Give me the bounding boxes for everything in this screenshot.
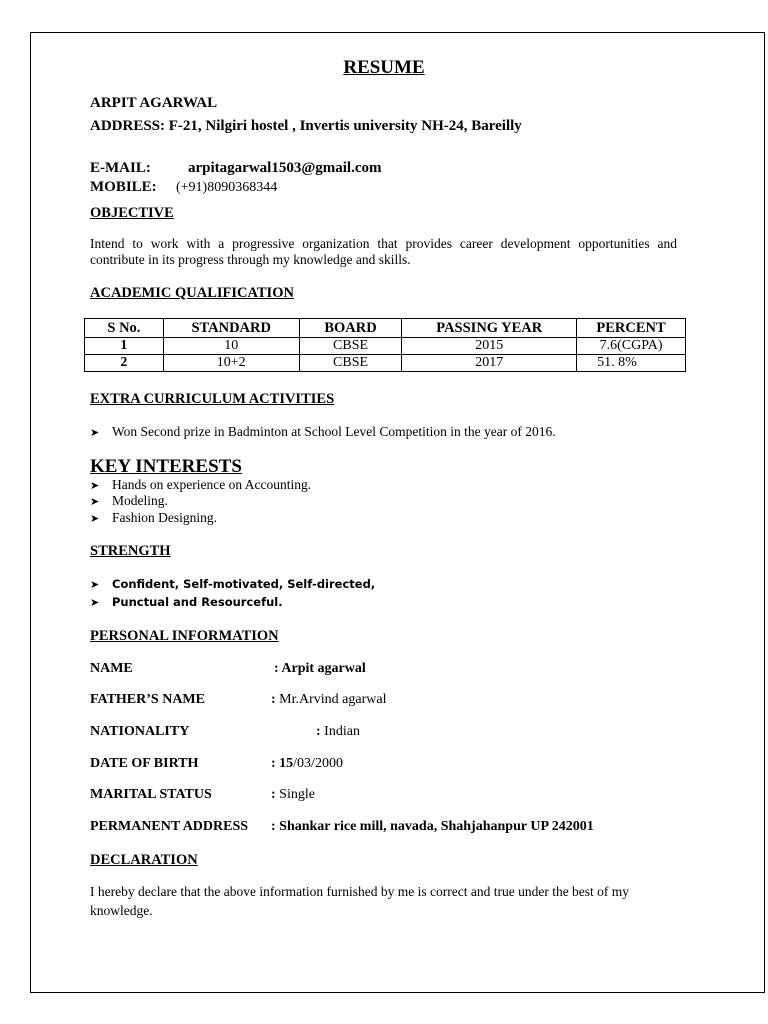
academic-table <box>84 318 686 372</box>
dob-day: 15 <box>275 756 294 771</box>
list-item-text: Modeling. <box>112 493 168 508</box>
declaration-text-line1: I hereby declare that the above information furnished by me is correct and true under the best of my <box>90 884 630 899</box>
dob-label: DATE OF BIRTH <box>90 756 199 771</box>
nationality-value <box>316 724 360 740</box>
mobile-label: MOBILE: <box>90 179 157 195</box>
list-item-text: Fashion Designing. <box>112 510 218 525</box>
table-cell: 2015 <box>402 338 577 355</box>
permanent-address-value: : Shankar rice mill, navada, Shahjahanpur UP 242001 <box>271 819 594 834</box>
academic-heading: ACADEMIC QUALIFICATION <box>90 285 294 301</box>
address-line: ADDRESS: F-21, Nilgiri hostel , Invertis university NH-24, Bareilly <box>90 118 522 134</box>
table-row <box>85 355 686 372</box>
name-label: NAME <box>90 661 133 676</box>
mobile-value: (+91)8090368344 <box>176 180 278 195</box>
table-cell: 10 <box>163 338 299 355</box>
table-cell: 7.6(CGPA) <box>577 338 686 355</box>
list-item <box>90 477 311 493</box>
table-cell: CBSE <box>299 338 402 355</box>
colon: : <box>271 787 276 802</box>
list-item-text: Punctual and Resourceful. <box>112 595 283 609</box>
permanent-address-label: PERMANENT ADDRESS <box>90 819 249 834</box>
table-cell: 2 <box>85 355 164 372</box>
list-item <box>90 510 217 526</box>
father-name-text: Mr.Arvind agarwal <box>275 692 387 707</box>
list-item <box>90 493 168 509</box>
nationality-text: Indian <box>320 724 360 739</box>
table-header-row <box>85 319 686 338</box>
colon: : <box>271 692 276 707</box>
list-item <box>90 576 375 592</box>
list-item <box>90 594 283 610</box>
father-name-value <box>271 692 386 708</box>
objective-text-line2: contribute in its progress through my knowledge and skills. <box>90 252 411 267</box>
colon: : <box>316 724 321 739</box>
declaration-heading: DECLARATION <box>90 852 198 868</box>
declaration-text-line2: knowledge. <box>90 903 153 918</box>
table-row <box>85 338 686 355</box>
list-item-text: Hands on experience on Accounting. <box>112 477 312 492</box>
arrow-bullet-icon: ➤ <box>90 480 100 492</box>
list-item-text: Won Second prize in Badminton at School Level Competition in the year of 2016. <box>112 424 556 439</box>
arrow-bullet-icon: ➤ <box>90 427 100 439</box>
marital-status-label: MARITAL STATUS <box>90 787 212 802</box>
personal-heading: PERSONAL INFORMATION <box>90 628 279 644</box>
marital-status-text: Single <box>275 787 315 802</box>
email-value: arpitagarwal1503@gmail.com <box>188 160 382 176</box>
dob-rest: /03/2000 <box>293 756 343 771</box>
column-header: STANDARD <box>163 319 299 338</box>
arrow-bullet-icon: ➤ <box>90 579 100 591</box>
candidate-name: ARPIT AGARWAL <box>90 95 218 111</box>
dob-value <box>271 756 343 772</box>
colon: : <box>271 756 276 771</box>
arrow-bullet-icon: ➤ <box>90 513 100 525</box>
table-cell: 2017 <box>402 355 577 372</box>
father-name-label: FATHER’S NAME <box>90 692 205 707</box>
extra-heading: EXTRA CURRICULUM ACTIVITIES <box>90 391 335 407</box>
table-cell: 51. 8% <box>577 355 686 372</box>
column-header: PERCENT <box>577 319 686 338</box>
objective-text-line1: Intend to work with a progressive organization that provides career development opportunities and <box>90 236 677 251</box>
list-item <box>90 424 556 440</box>
objective-heading: OBJECTIVE <box>90 205 174 221</box>
column-header: BOARD <box>299 319 402 338</box>
arrow-bullet-icon: ➤ <box>90 597 100 609</box>
column-header: PASSING YEAR <box>402 319 577 338</box>
marital-status-value <box>271 787 315 803</box>
arrow-bullet-icon: ➤ <box>90 496 100 508</box>
email-label: E-MAIL: <box>90 160 151 176</box>
column-header: S No. <box>85 319 164 338</box>
page-title: RESUME <box>343 57 425 78</box>
strength-heading: STRENGTH <box>90 543 171 559</box>
name-value: : Arpit agarwal <box>274 661 366 676</box>
table-cell: 10+2 <box>163 355 299 372</box>
table-cell: 1 <box>85 338 164 355</box>
list-item-text: Confident, Self-motivated, Self-directed, <box>112 577 376 591</box>
nationality-label: NATIONALITY <box>90 724 190 739</box>
key-interests-heading: KEY INTERESTS <box>90 456 242 477</box>
table-cell: CBSE <box>299 355 402 372</box>
